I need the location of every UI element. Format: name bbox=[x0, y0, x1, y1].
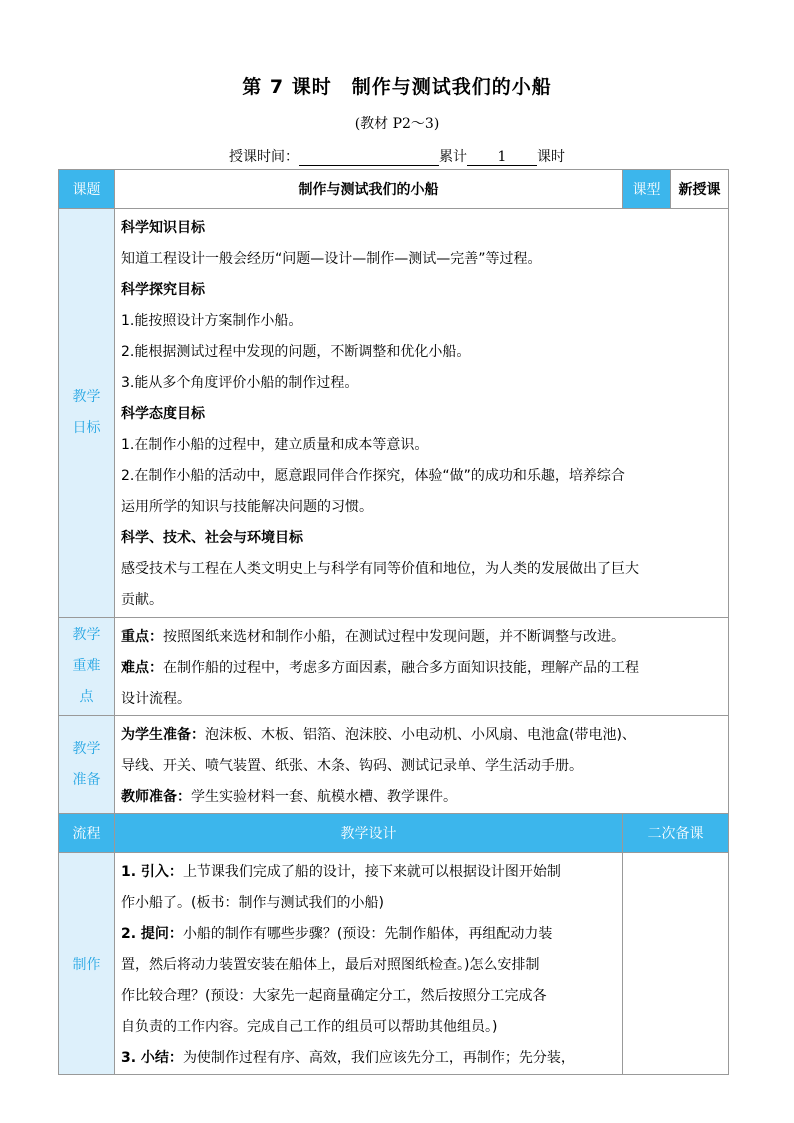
key-points-label: 教学 重难 点 bbox=[59, 618, 115, 716]
teacher-prep-text: 学生实验材料一套、航模水槽、教学课件。 bbox=[191, 789, 457, 805]
question-line4: 自负责的工作内容。完成自己工作的组员可以帮助其他组员。) bbox=[121, 1019, 498, 1035]
total-value[interactable]: 1 bbox=[467, 149, 537, 166]
intro-line2: 作小船了。(板书：制作与测试我们的小船) bbox=[121, 895, 384, 911]
student-prep-head: 为学生准备： bbox=[121, 727, 205, 743]
topic-label: 课题 bbox=[59, 170, 115, 209]
summary-line1: 为使制作过程有序、高效，我们应该先分工，再制作；先分装， bbox=[182, 1050, 575, 1066]
question-line3: 作比较合理？(预设：大家先一起商量确定分工，然后按照分工完成各 bbox=[121, 988, 547, 1004]
intro-line1: 上节课我们完成了船的设计，接下来就可以根据设计图开始制 bbox=[182, 864, 561, 880]
time-label: 授课时间： bbox=[229, 149, 299, 165]
topic-value: 制作与测试我们的小船 bbox=[115, 170, 623, 209]
attitude-goal-2-line1: 2.在制作小船的活动中，愿意跟同伴合作探究，体验“做”的成功和乐趣，培养综合 bbox=[121, 468, 625, 484]
making-row bbox=[59, 853, 729, 1075]
inquiry-goal-title: 科学探究目标 bbox=[121, 282, 205, 298]
second-prep-cell[interactable] bbox=[623, 853, 729, 1075]
question-line2: 置，然后将动力装置安装在船体上，最后对照图纸检查。)怎么安排制 bbox=[121, 957, 540, 973]
textbook-pages: (教材 P2～3) bbox=[354, 116, 440, 132]
attitude-goal-title: 科学态度目标 bbox=[121, 406, 205, 422]
key-points-row bbox=[59, 618, 729, 716]
second-prep-header-label: 二次备课 bbox=[623, 814, 729, 853]
society-goal-line2: 贡献。 bbox=[121, 592, 163, 608]
attitude-goal-1: 1.在制作小船的过程中，建立质量和成本等意识。 bbox=[121, 437, 429, 453]
making-label: 制作 bbox=[59, 853, 115, 1075]
question-line1: 小船的制作有哪些步骤？(预设：先制作船体，再组配动力装 bbox=[182, 926, 553, 942]
student-prep-line1: 泡沫板、木板、铝箔、泡沫胶、小电动机、小风扇、电池盒(带电池)、 bbox=[205, 727, 636, 743]
society-goal-line1: 感受技术与工程在人类文明史上与科学有同等价值和地位，为人类的发展做出了巨大 bbox=[121, 561, 639, 577]
difficult-point-text-line2: 设计流程。 bbox=[121, 691, 191, 707]
knowledge-goal-1: 知道工程设计一般会经历“问题—设计—制作—测试—完善”等过程。 bbox=[121, 251, 542, 267]
lesson-table bbox=[58, 169, 729, 1075]
intro-head: 1. 引入： bbox=[121, 864, 183, 880]
key-points-content bbox=[115, 618, 729, 716]
goals-content bbox=[115, 209, 729, 618]
page-title: 第 7 课时 制作与测试我们的小船 bbox=[242, 76, 552, 98]
topic-row bbox=[59, 170, 729, 209]
preparation-row bbox=[59, 716, 729, 814]
design-header-label: 教学设计 bbox=[115, 814, 623, 853]
society-goal-title: 科学、技术、社会与环境目标 bbox=[121, 530, 303, 546]
question-head: 2. 提问： bbox=[121, 926, 183, 942]
time-blank[interactable] bbox=[299, 149, 439, 166]
preparation-label: 教学 准备 bbox=[59, 716, 115, 814]
attitude-goal-2-line2: 运用所学的知识与技能解决问题的习惯。 bbox=[121, 499, 373, 515]
class-time-line bbox=[229, 146, 565, 166]
inquiry-goal-1: 1.能按照设计方案制作小船。 bbox=[121, 313, 303, 329]
total-label: 累计 bbox=[439, 149, 467, 165]
inquiry-goal-3: 3.能从多个角度评价小船的制作过程。 bbox=[121, 375, 359, 391]
student-prep-line2: 导线、开关、喷气装置、纸张、木条、钩码、测试记录单、学生活动手册。 bbox=[121, 758, 583, 774]
flow-header-row bbox=[59, 814, 729, 853]
knowledge-goal-title: 科学知识目标 bbox=[121, 220, 205, 236]
key-point-head: 重点： bbox=[121, 629, 163, 645]
teacher-prep-head: 教师准备： bbox=[121, 789, 191, 805]
hours-label: 课时 bbox=[537, 149, 565, 165]
summary-head: 3. 小结： bbox=[121, 1050, 183, 1066]
preparation-content bbox=[115, 716, 729, 814]
making-content bbox=[115, 853, 623, 1075]
difficult-point-text-line1: 在制作船的过程中，考虑多方面因素，融合多方面知识技能，理解产品的工程 bbox=[163, 660, 639, 676]
goals-row bbox=[59, 209, 729, 618]
type-value: 新授课 bbox=[671, 170, 729, 209]
flow-header-label: 流程 bbox=[59, 814, 115, 853]
goals-label: 教学 日标 bbox=[59, 209, 115, 618]
difficult-point-head: 难点： bbox=[121, 660, 163, 676]
key-point-text: 按照图纸来选材和制作小船，在测试过程中发现问题，并不断调整与改进。 bbox=[163, 629, 625, 645]
type-label: 课型 bbox=[623, 170, 671, 209]
inquiry-goal-2: 2.能根据测试过程中发现的问题，不断调整和优化小船。 bbox=[121, 344, 471, 360]
